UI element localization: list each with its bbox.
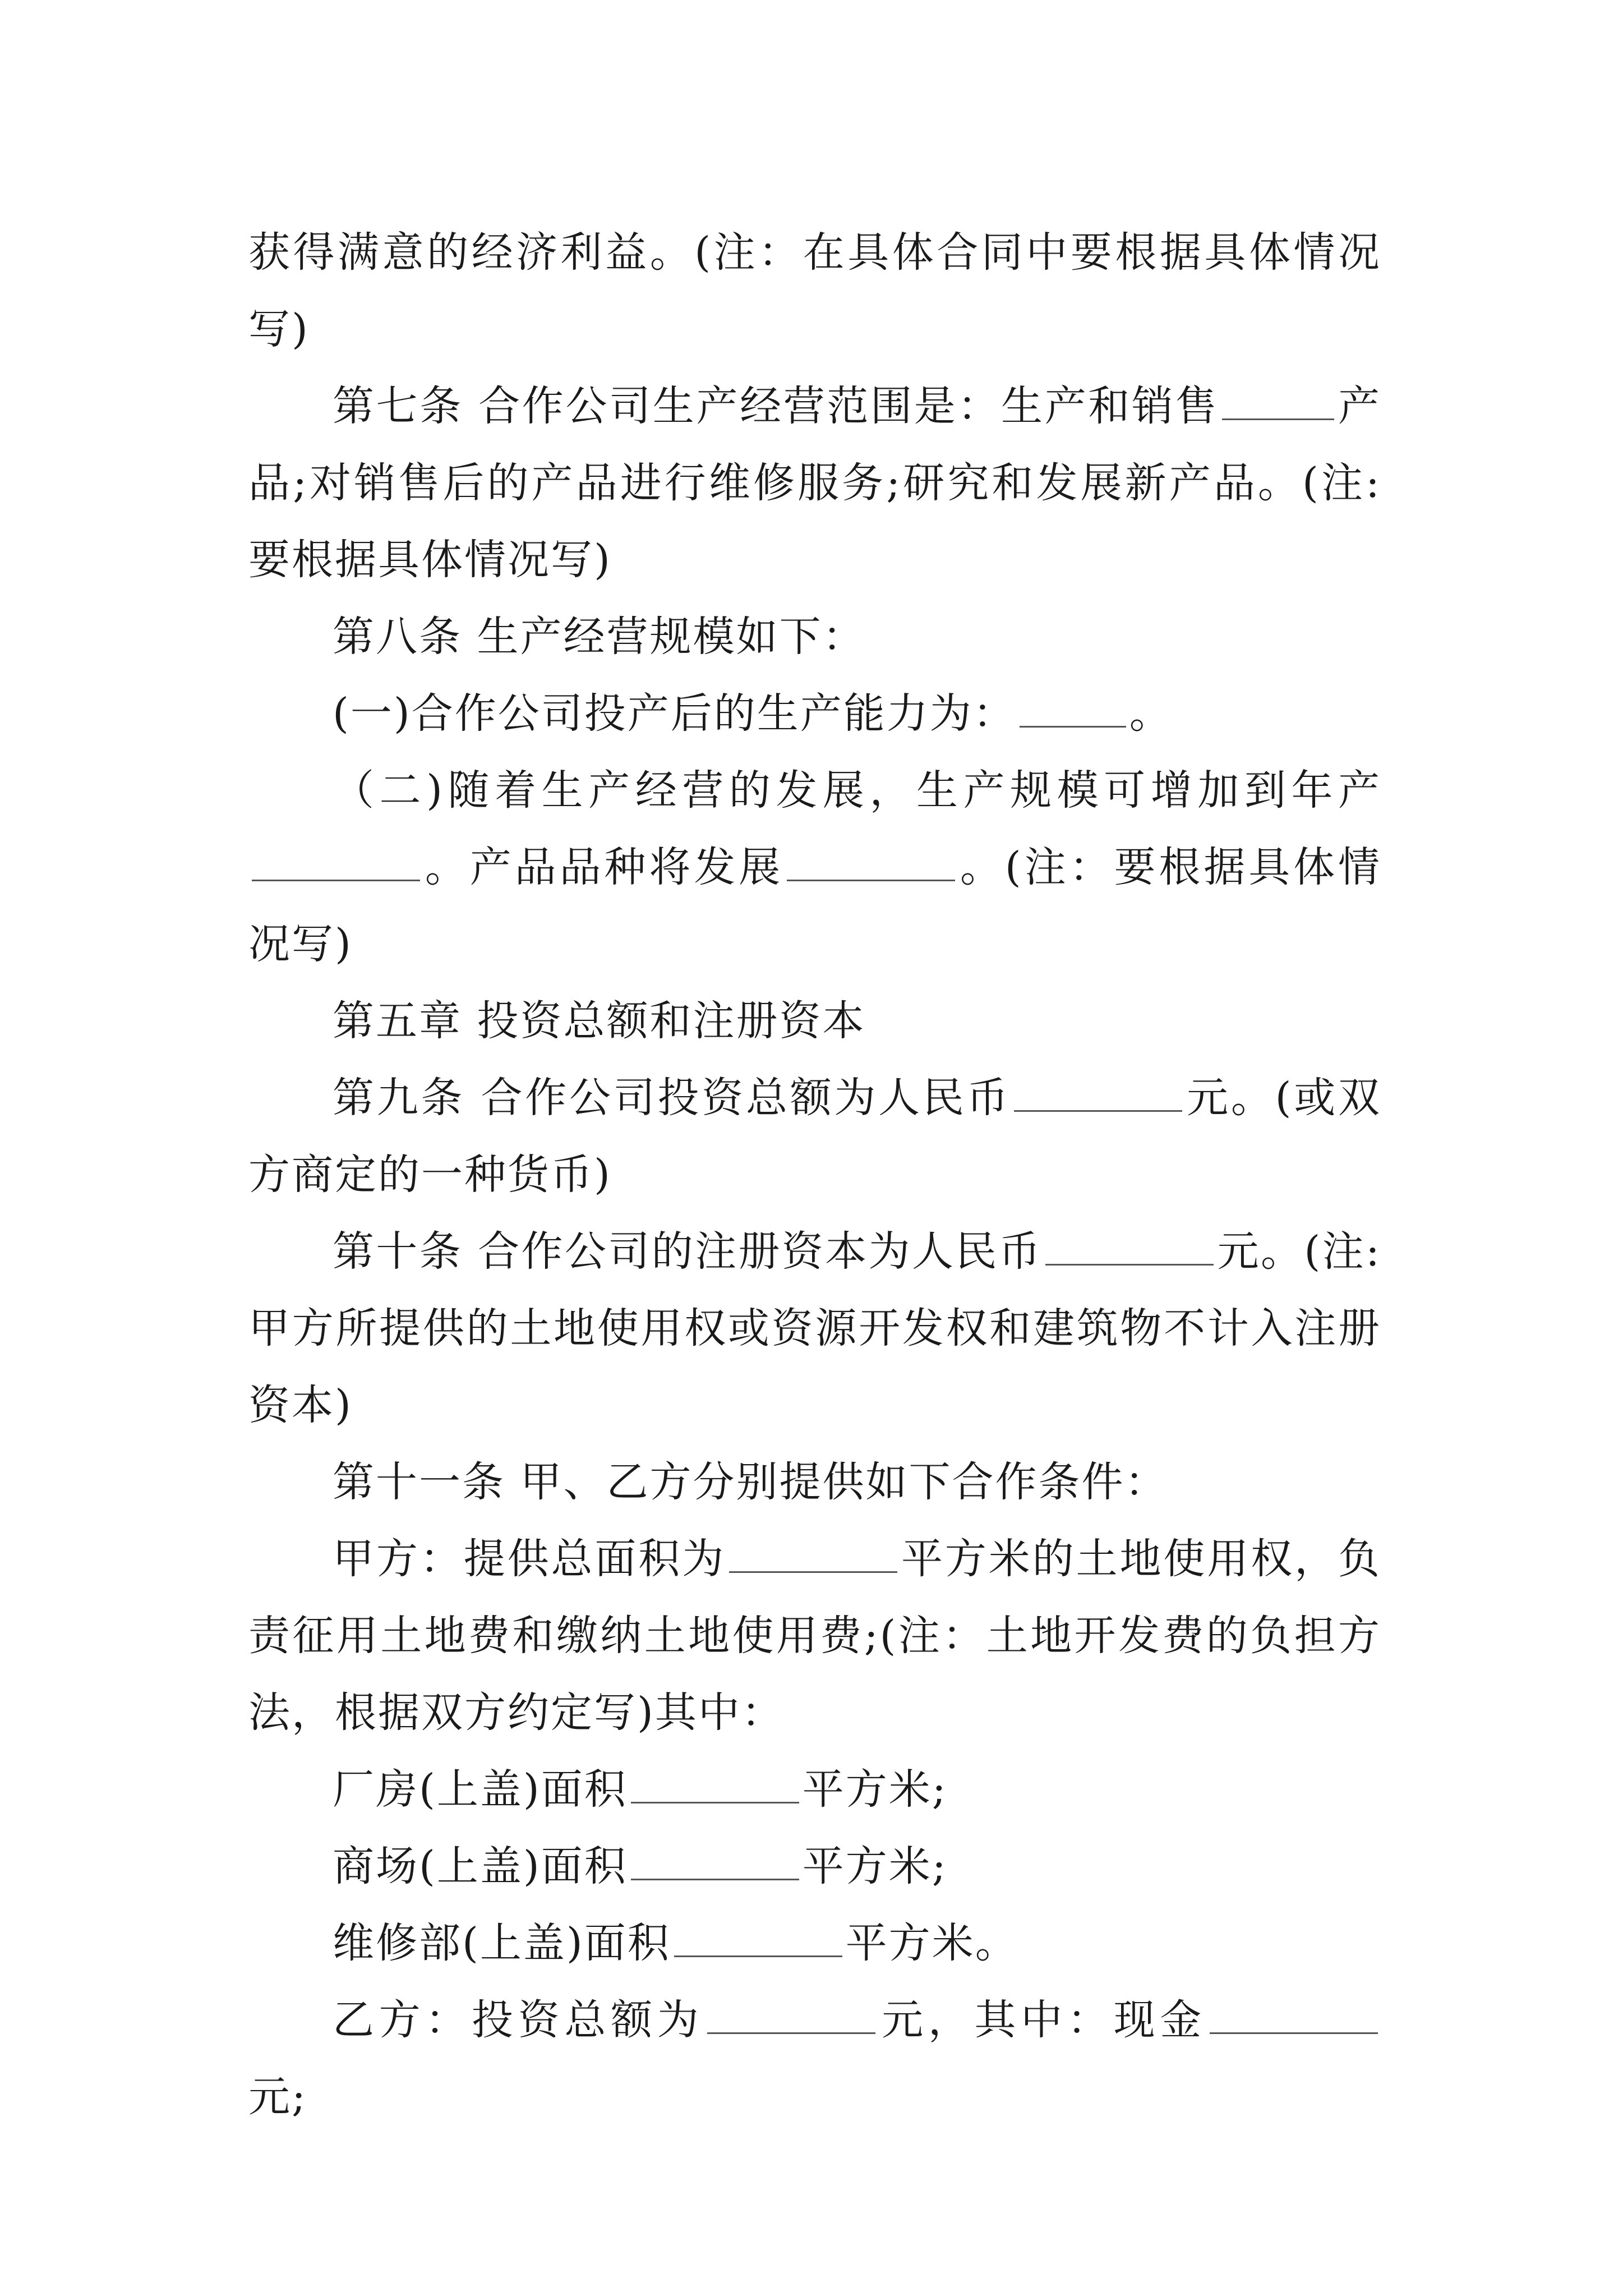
document-body bbox=[248, 214, 1381, 2136]
paragraph-text: 获得满意的经济利益。(注：在具体合同中要根据具体情况写) bbox=[248, 228, 1381, 353]
article-10-registered-capital bbox=[248, 1213, 1381, 1444]
fill-blank bbox=[787, 845, 955, 881]
paragraph-text: 平方米; bbox=[802, 1765, 948, 1814]
article-7-scope bbox=[248, 368, 1381, 599]
paragraph-text: 。(注：要根据具体情况写) bbox=[248, 843, 1382, 968]
paragraph-text: 甲方：提供总面积为 bbox=[333, 1535, 726, 1583]
scale-item-1 bbox=[248, 675, 1381, 752]
paragraph-text: 商场(上盖)面积 bbox=[333, 1842, 628, 1890]
paragraph-text: 乙方：投资总额为 bbox=[333, 1996, 704, 2044]
paragraph-text: 平方米的土地使用权，负责征用土地费和缴纳土地使用费;(注：土地开发费的负担方法，根据双方约定写)其中： bbox=[248, 1535, 1382, 1737]
paragraph-text: (一)合作公司投产后的生产能力为： bbox=[333, 689, 1016, 738]
paragraph-text: 第八条 生产经营规模如下： bbox=[333, 613, 866, 661]
fill-blank bbox=[707, 1998, 875, 2034]
fill-blank bbox=[252, 845, 420, 881]
fill-blank bbox=[1020, 691, 1126, 728]
fill-blank bbox=[729, 1536, 897, 1573]
paragraph-text: （二)随着生产经营的发展，生产规模可增加到年产 bbox=[333, 766, 1381, 815]
fill-blank bbox=[1222, 384, 1334, 420]
paragraph-text: 元，其中：现金 bbox=[878, 1996, 1206, 2044]
fill-blank bbox=[674, 1921, 842, 1957]
article-8-scale bbox=[248, 599, 1381, 675]
fill-blank bbox=[1210, 1998, 1378, 2034]
paragraph-text: 厂房(上盖)面积 bbox=[333, 1765, 628, 1814]
paragraph-text: 第十条 合作公司的注册资本为人民币 bbox=[333, 1227, 1043, 1276]
fill-blank bbox=[1045, 1229, 1214, 1266]
paragraph-text: 维修部(上盖)面积 bbox=[333, 1919, 671, 1967]
chapter-5-heading bbox=[248, 983, 1381, 1060]
repair-dept-area bbox=[248, 1905, 1381, 1982]
paragraph-text: 平方米。 bbox=[845, 1919, 1018, 1967]
fill-blank bbox=[631, 1767, 799, 1803]
party-b-investment bbox=[248, 1982, 1381, 2136]
paragraph-text: 。 bbox=[1129, 689, 1173, 738]
factory-area bbox=[248, 1751, 1381, 1828]
paragraph-text: 元。(注:甲方所提供的土地使用权或资源开发权和建筑物不计入注册资本) bbox=[248, 1227, 1381, 1429]
paragraph-text: 第五章 投资总额和注册资本 bbox=[333, 997, 866, 1045]
paragraph-text: 元; bbox=[248, 2073, 307, 2121]
mall-area bbox=[248, 1828, 1381, 1905]
fill-blank bbox=[631, 1844, 799, 1880]
paragraph-benefit-note bbox=[248, 214, 1381, 368]
fill-blank bbox=[1014, 1075, 1182, 1112]
paragraph-text: 平方米; bbox=[802, 1842, 948, 1890]
paragraph-text: 产品;对销售后的产品进行维修服务;研究和发展新产品。(注:要根据具体情况写) bbox=[248, 382, 1382, 584]
article-11-conditions bbox=[248, 1444, 1381, 1521]
paragraph-text: 第七条 合作公司生产经营范围是：生产和销售 bbox=[333, 382, 1219, 430]
paragraph-text: 第十一条 甲、乙方分别提供如下合作条件： bbox=[333, 1458, 1168, 1506]
article-9-total-investment bbox=[248, 1060, 1381, 1213]
paragraph-text: 第九条 合作公司投资总额为人民币 bbox=[333, 1074, 1011, 1122]
scale-item-2 bbox=[248, 752, 1381, 983]
paragraph-text: 。产品品种将发展 bbox=[423, 843, 784, 891]
paragraph-text: 元。(或双方商定的一种货币) bbox=[248, 1074, 1381, 1199]
party-a-conditions bbox=[248, 1521, 1381, 1751]
